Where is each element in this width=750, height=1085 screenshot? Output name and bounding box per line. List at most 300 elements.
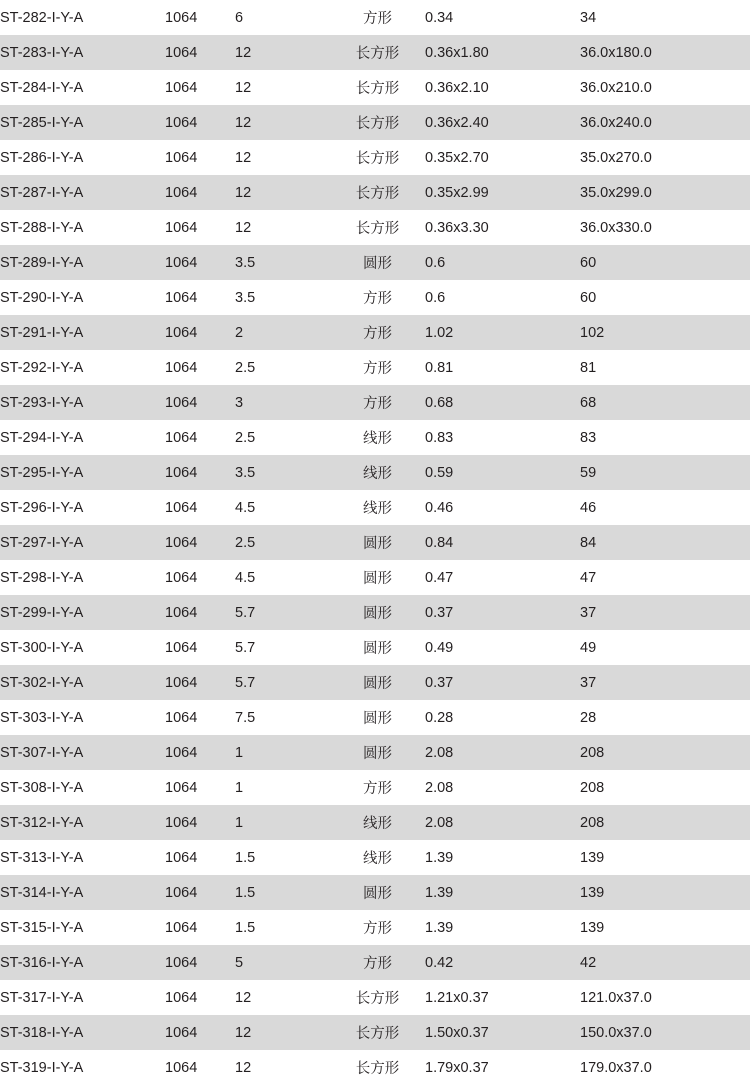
cell-text: 0.37 xyxy=(425,604,454,621)
cell-size xyxy=(425,140,580,175)
cell-text: 方形 xyxy=(363,396,392,412)
table-row xyxy=(0,840,750,875)
cell-text: 37 xyxy=(580,674,597,691)
cell-text: 长方形 xyxy=(355,81,400,97)
cell-frequency xyxy=(235,175,330,210)
cell-text: 方形 xyxy=(363,291,392,307)
cell-wavelength xyxy=(165,0,235,35)
cell-frequency xyxy=(235,560,330,595)
cell-text: ST-286-I-Y-A xyxy=(0,149,84,166)
cell-shape xyxy=(330,420,425,455)
cell-frequency xyxy=(235,315,330,350)
table-row xyxy=(0,735,750,770)
cell-text: 圆形 xyxy=(363,711,392,727)
cell-frequency xyxy=(235,420,330,455)
table-row xyxy=(0,210,750,245)
cell-text: 1064 xyxy=(165,989,198,1006)
cell-shape xyxy=(330,245,425,280)
cell-text: 方形 xyxy=(363,921,392,937)
cell-spot xyxy=(580,140,750,175)
cell-shape xyxy=(330,210,425,245)
cell-text: ST-315-I-Y-A xyxy=(0,919,84,936)
cell-spot xyxy=(580,875,750,910)
cell-text: 12 xyxy=(235,184,252,201)
cell-spot xyxy=(580,945,750,980)
cell-spot xyxy=(580,665,750,700)
cell-text: 12 xyxy=(235,149,252,166)
cell-text: ST-316-I-Y-A xyxy=(0,954,84,971)
cell-size xyxy=(425,175,580,210)
cell-wavelength xyxy=(165,455,235,490)
cell-shape xyxy=(330,665,425,700)
cell-text: 1 xyxy=(235,779,244,796)
cell-text: ST-292-I-Y-A xyxy=(0,359,84,376)
cell-model xyxy=(0,175,165,210)
cell-size xyxy=(425,980,580,1015)
cell-text: 1064 xyxy=(165,219,198,236)
cell-spot xyxy=(580,735,750,770)
cell-text: 59 xyxy=(580,464,597,481)
cell-text: 1.21x0.37 xyxy=(425,989,489,1006)
cell-model xyxy=(0,490,165,525)
cell-spot xyxy=(580,910,750,945)
cell-frequency xyxy=(235,700,330,735)
cell-size xyxy=(425,1015,580,1050)
cell-text: 1064 xyxy=(165,44,198,61)
cell-text: 60 xyxy=(580,254,597,271)
cell-wavelength xyxy=(165,70,235,105)
cell-text: 1.5 xyxy=(235,884,256,901)
cell-text: 圆形 xyxy=(363,746,392,762)
cell-spot xyxy=(580,455,750,490)
cell-size xyxy=(425,700,580,735)
cell-text: 1.5 xyxy=(235,919,256,936)
cell-text: ST-313-I-Y-A xyxy=(0,849,84,866)
cell-frequency xyxy=(235,665,330,700)
cell-model xyxy=(0,35,165,70)
cell-text: 1064 xyxy=(165,114,198,131)
cell-text: 0.36x1.80 xyxy=(425,44,489,61)
cell-text: 208 xyxy=(580,814,605,831)
cell-model xyxy=(0,910,165,945)
table-row xyxy=(0,665,750,700)
cell-text: 0.36x3.30 xyxy=(425,219,489,236)
cell-text: 长方形 xyxy=(355,991,400,1007)
cell-text: ST-319-I-Y-A xyxy=(0,1059,84,1076)
cell-text: 0.6 xyxy=(425,289,446,306)
cell-text: 0.84 xyxy=(425,534,454,551)
cell-text: 线形 xyxy=(363,851,392,867)
cell-shape xyxy=(330,910,425,945)
cell-wavelength xyxy=(165,840,235,875)
cell-text: 长方形 xyxy=(355,116,400,132)
cell-text: 46 xyxy=(580,499,597,516)
cell-text: 方形 xyxy=(363,11,392,27)
cell-model xyxy=(0,385,165,420)
cell-spot xyxy=(580,35,750,70)
cell-size xyxy=(425,665,580,700)
cell-text: 2.5 xyxy=(235,534,256,551)
cell-text: 方形 xyxy=(363,326,392,342)
cell-spot xyxy=(580,980,750,1015)
cell-text: 1064 xyxy=(165,919,198,936)
cell-wavelength xyxy=(165,385,235,420)
cell-shape xyxy=(330,980,425,1015)
cell-wavelength xyxy=(165,980,235,1015)
cell-frequency xyxy=(235,70,330,105)
cell-model xyxy=(0,455,165,490)
cell-text: 0.6 xyxy=(425,254,446,271)
cell-text: 1064 xyxy=(165,9,198,26)
cell-shape xyxy=(330,280,425,315)
cell-shape xyxy=(330,455,425,490)
cell-text: 0.36x2.40 xyxy=(425,114,489,131)
cell-size xyxy=(425,1050,580,1085)
cell-model xyxy=(0,875,165,910)
cell-text: 1064 xyxy=(165,814,198,831)
cell-text: 0.37 xyxy=(425,674,454,691)
cell-frequency xyxy=(235,385,330,420)
cell-text: 208 xyxy=(580,744,605,761)
cell-text: ST-307-I-Y-A xyxy=(0,744,84,761)
cell-text: 34 xyxy=(580,9,597,26)
cell-text: 长方形 xyxy=(355,1026,400,1042)
cell-wavelength xyxy=(165,490,235,525)
cell-text: 1064 xyxy=(165,569,198,586)
cell-text: ST-284-I-Y-A xyxy=(0,79,84,96)
cell-text: 1064 xyxy=(165,604,198,621)
cell-text: 0.47 xyxy=(425,569,454,586)
cell-text: ST-288-I-Y-A xyxy=(0,219,84,236)
table-row xyxy=(0,140,750,175)
cell-shape xyxy=(330,805,425,840)
cell-model xyxy=(0,665,165,700)
cell-size xyxy=(425,875,580,910)
cell-text: 12 xyxy=(235,44,252,61)
cell-size xyxy=(425,70,580,105)
cell-spot xyxy=(580,1050,750,1085)
cell-wavelength xyxy=(165,245,235,280)
cell-text: 0.83 xyxy=(425,429,454,446)
cell-size xyxy=(425,945,580,980)
cell-frequency xyxy=(235,630,330,665)
cell-shape xyxy=(330,385,425,420)
cell-text: 长方形 xyxy=(355,46,400,62)
cell-text: 1064 xyxy=(165,1059,198,1076)
cell-text: ST-318-I-Y-A xyxy=(0,1024,84,1041)
cell-frequency xyxy=(235,245,330,280)
cell-text: 12 xyxy=(235,1024,252,1041)
cell-spot xyxy=(580,350,750,385)
table-row xyxy=(0,525,750,560)
cell-wavelength xyxy=(165,945,235,980)
cell-frequency xyxy=(235,105,330,140)
cell-model xyxy=(0,350,165,385)
cell-text: 1 xyxy=(235,744,244,761)
cell-frequency xyxy=(235,35,330,70)
table-row xyxy=(0,980,750,1015)
cell-model xyxy=(0,595,165,630)
cell-text: 圆形 xyxy=(363,641,392,657)
cell-size xyxy=(425,630,580,665)
cell-text: 4.5 xyxy=(235,499,256,516)
cell-wavelength xyxy=(165,735,235,770)
cell-text: 1064 xyxy=(165,79,198,96)
cell-model xyxy=(0,700,165,735)
cell-text: 0.36x2.10 xyxy=(425,79,489,96)
cell-shape xyxy=(330,0,425,35)
cell-wavelength xyxy=(165,315,235,350)
table-row xyxy=(0,280,750,315)
cell-text: 1064 xyxy=(165,184,198,201)
cell-shape xyxy=(330,70,425,105)
cell-frequency xyxy=(235,1015,330,1050)
cell-spot xyxy=(580,175,750,210)
cell-model xyxy=(0,525,165,560)
cell-wavelength xyxy=(165,665,235,700)
cell-frequency xyxy=(235,455,330,490)
cell-shape xyxy=(330,945,425,980)
cell-text: 150.0x37.0 xyxy=(580,1024,652,1041)
table-row xyxy=(0,105,750,140)
cell-spot xyxy=(580,840,750,875)
cell-text: 0.35x2.70 xyxy=(425,149,489,166)
cell-text: 长方形 xyxy=(355,1061,400,1077)
cell-text: 1.39 xyxy=(425,919,454,936)
cell-wavelength xyxy=(165,595,235,630)
cell-text: 线形 xyxy=(363,816,392,832)
table-row xyxy=(0,910,750,945)
cell-text: 35.0x299.0 xyxy=(580,184,652,201)
cell-text: ST-302-I-Y-A xyxy=(0,674,84,691)
cell-spot xyxy=(580,385,750,420)
cell-text: 0.42 xyxy=(425,954,454,971)
cell-size xyxy=(425,735,580,770)
cell-frequency xyxy=(235,595,330,630)
cell-text: 1064 xyxy=(165,429,198,446)
cell-text: 1064 xyxy=(165,639,198,656)
cell-model xyxy=(0,245,165,280)
cell-text: 3 xyxy=(235,394,244,411)
cell-size xyxy=(425,0,580,35)
cell-wavelength xyxy=(165,420,235,455)
cell-spot xyxy=(580,560,750,595)
cell-size xyxy=(425,420,580,455)
cell-text: 208 xyxy=(580,779,605,796)
cell-text: 121.0x37.0 xyxy=(580,989,652,1006)
table-row xyxy=(0,1050,750,1085)
cell-text: 47 xyxy=(580,569,597,586)
cell-size xyxy=(425,560,580,595)
cell-wavelength xyxy=(165,525,235,560)
cell-text: 1064 xyxy=(165,499,198,516)
cell-size xyxy=(425,910,580,945)
cell-text: ST-294-I-Y-A xyxy=(0,429,84,446)
cell-text: 5 xyxy=(235,954,244,971)
cell-text: 49 xyxy=(580,639,597,656)
cell-spot xyxy=(580,105,750,140)
table-row xyxy=(0,0,750,35)
cell-text: 4.5 xyxy=(235,569,256,586)
cell-text: 179.0x37.0 xyxy=(580,1059,652,1076)
cell-text: 0.34 xyxy=(425,9,454,26)
table-row xyxy=(0,1015,750,1050)
cell-size xyxy=(425,525,580,560)
cell-text: 1064 xyxy=(165,289,198,306)
cell-text: 1064 xyxy=(165,1024,198,1041)
cell-shape xyxy=(330,560,425,595)
cell-wavelength xyxy=(165,105,235,140)
cell-spot xyxy=(580,315,750,350)
cell-text: 方形 xyxy=(363,361,392,377)
cell-text: 5.7 xyxy=(235,639,256,656)
cell-frequency xyxy=(235,735,330,770)
cell-model xyxy=(0,770,165,805)
cell-frequency xyxy=(235,0,330,35)
cell-text: 36.0x240.0 xyxy=(580,114,652,131)
table-row xyxy=(0,70,750,105)
cell-text: 线形 xyxy=(363,431,392,447)
cell-text: ST-285-I-Y-A xyxy=(0,114,84,131)
cell-text: 139 xyxy=(580,884,605,901)
cell-shape xyxy=(330,140,425,175)
cell-size xyxy=(425,35,580,70)
cell-wavelength xyxy=(165,700,235,735)
cell-frequency xyxy=(235,805,330,840)
cell-text: 1064 xyxy=(165,324,198,341)
cell-text: 2.5 xyxy=(235,429,256,446)
cell-text: 1.50x0.37 xyxy=(425,1024,489,1041)
cell-spot xyxy=(580,770,750,805)
table-row xyxy=(0,490,750,525)
cell-frequency xyxy=(235,945,330,980)
cell-text: ST-293-I-Y-A xyxy=(0,394,84,411)
cell-size xyxy=(425,385,580,420)
cell-text: 1064 xyxy=(165,884,198,901)
cell-shape xyxy=(330,735,425,770)
table-row xyxy=(0,595,750,630)
cell-text: 5.7 xyxy=(235,604,256,621)
cell-text: 60 xyxy=(580,289,597,306)
cell-text: 36.0x210.0 xyxy=(580,79,652,96)
cell-text: ST-317-I-Y-A xyxy=(0,989,84,1006)
cell-text: 1064 xyxy=(165,849,198,866)
cell-text: 35.0x270.0 xyxy=(580,149,652,166)
cell-text: 1064 xyxy=(165,464,198,481)
cell-text: ST-300-I-Y-A xyxy=(0,639,84,656)
cell-text: ST-296-I-Y-A xyxy=(0,499,84,516)
cell-text: 3.5 xyxy=(235,289,256,306)
table-row xyxy=(0,630,750,665)
cell-shape xyxy=(330,1015,425,1050)
cell-size xyxy=(425,315,580,350)
table-row xyxy=(0,385,750,420)
cell-size xyxy=(425,805,580,840)
cell-spot xyxy=(580,0,750,35)
cell-text: 1064 xyxy=(165,149,198,166)
cell-text: 1.02 xyxy=(425,324,454,341)
cell-size xyxy=(425,350,580,385)
cell-text: 2 xyxy=(235,324,244,341)
cell-shape xyxy=(330,770,425,805)
cell-text: 1064 xyxy=(165,254,198,271)
cell-spot xyxy=(580,525,750,560)
cell-text: 12 xyxy=(235,1059,252,1076)
cell-text: ST-282-I-Y-A xyxy=(0,9,84,26)
cell-model xyxy=(0,280,165,315)
cell-shape xyxy=(330,700,425,735)
table-row xyxy=(0,805,750,840)
cell-text: 1064 xyxy=(165,709,198,726)
cell-text: 0.35x2.99 xyxy=(425,184,489,201)
cell-text: ST-289-I-Y-A xyxy=(0,254,84,271)
cell-text: 1 xyxy=(235,814,244,831)
cell-text: 2.08 xyxy=(425,744,454,761)
cell-text: 12 xyxy=(235,114,252,131)
table-row xyxy=(0,245,750,280)
cell-size xyxy=(425,595,580,630)
cell-model xyxy=(0,1015,165,1050)
cell-text: 28 xyxy=(580,709,597,726)
cell-size xyxy=(425,245,580,280)
cell-text: ST-283-I-Y-A xyxy=(0,44,84,61)
cell-shape xyxy=(330,350,425,385)
cell-text: ST-290-I-Y-A xyxy=(0,289,84,306)
cell-spot xyxy=(580,595,750,630)
cell-size xyxy=(425,770,580,805)
cell-text: 139 xyxy=(580,919,605,936)
table-row xyxy=(0,455,750,490)
cell-text: 3.5 xyxy=(235,464,256,481)
cell-wavelength xyxy=(165,770,235,805)
cell-frequency xyxy=(235,840,330,875)
cell-wavelength xyxy=(165,910,235,945)
cell-model xyxy=(0,70,165,105)
cell-text: ST-308-I-Y-A xyxy=(0,779,84,796)
cell-frequency xyxy=(235,210,330,245)
cell-text: ST-291-I-Y-A xyxy=(0,324,84,341)
cell-text: ST-297-I-Y-A xyxy=(0,534,84,551)
cell-spot xyxy=(580,1015,750,1050)
cell-wavelength xyxy=(165,1015,235,1050)
cell-text: ST-314-I-Y-A xyxy=(0,884,84,901)
cell-spot xyxy=(580,210,750,245)
cell-shape xyxy=(330,105,425,140)
cell-shape xyxy=(330,875,425,910)
cell-text: 2.08 xyxy=(425,779,454,796)
cell-wavelength xyxy=(165,350,235,385)
cell-spot xyxy=(580,245,750,280)
table-row xyxy=(0,315,750,350)
cell-model xyxy=(0,1050,165,1085)
cell-frequency xyxy=(235,490,330,525)
cell-shape xyxy=(330,175,425,210)
table-row xyxy=(0,945,750,980)
cell-spot xyxy=(580,805,750,840)
cell-text: 12 xyxy=(235,219,252,236)
table-row xyxy=(0,420,750,455)
cell-wavelength xyxy=(165,630,235,665)
cell-text: 圆形 xyxy=(363,886,392,902)
cell-text: ST-295-I-Y-A xyxy=(0,464,84,481)
cell-text: 0.59 xyxy=(425,464,454,481)
cell-model xyxy=(0,945,165,980)
cell-text: 1064 xyxy=(165,534,198,551)
cell-text: 0.28 xyxy=(425,709,454,726)
cell-text: 1.39 xyxy=(425,849,454,866)
cell-spot xyxy=(580,420,750,455)
cell-text: 68 xyxy=(580,394,597,411)
